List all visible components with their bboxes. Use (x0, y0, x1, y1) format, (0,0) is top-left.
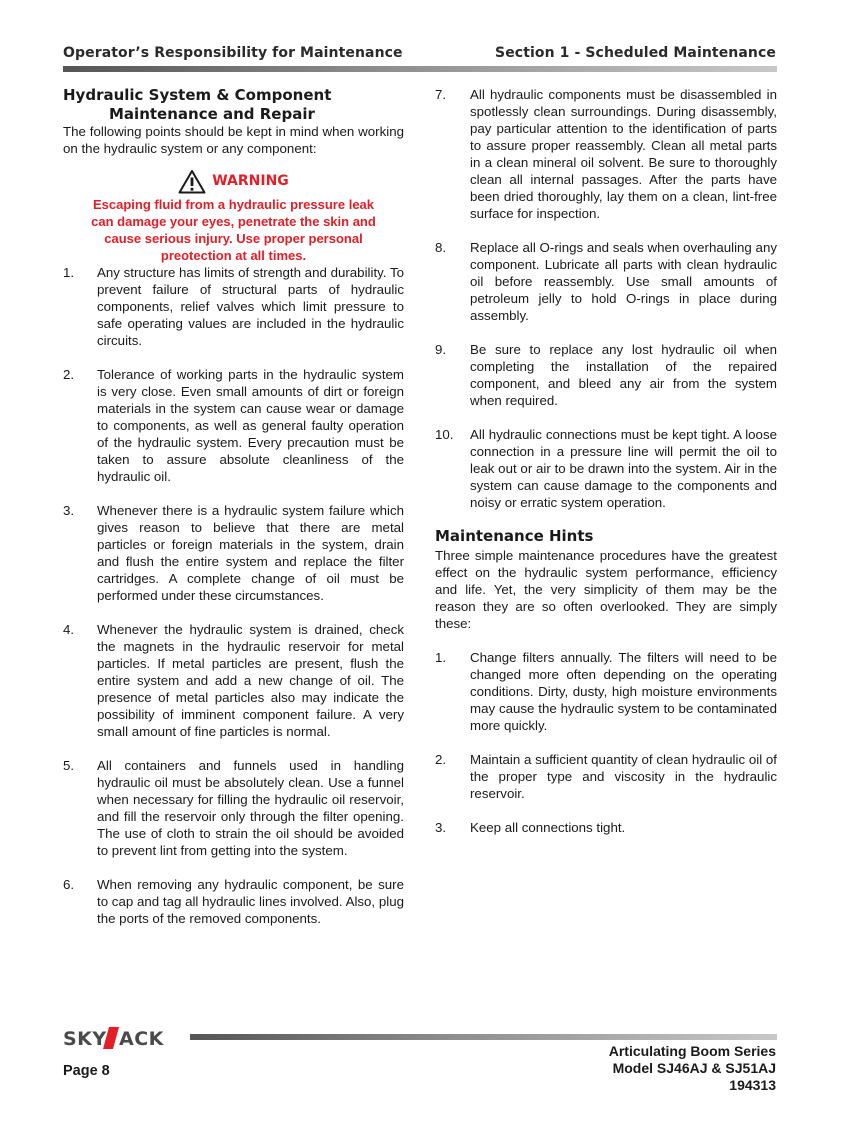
page-number: Page 8 (63, 1063, 110, 1079)
list-item (435, 751, 777, 802)
warning-label: WARNING (212, 172, 289, 189)
warning-triangle-icon (178, 169, 206, 194)
item-number: 4. (63, 622, 75, 637)
item-text: Any structure has limits of strength and durability. To prevent failure of structural parts of hydraulic components, relief valves which limit pressure to safe operating values are included in the hydraulic circuits. (97, 265, 404, 348)
item-number: 8. (435, 240, 447, 255)
list-item (63, 366, 404, 485)
item-text: Whenever the hydraulic system is drained, check the magnets in the hydraulic reservoir for metal particles. If metal particles are present, flush the entire system and add a new change of oil. The presence of metal particles also may indicate the possibility of imminent component failure. A very small amount of fine particles is normal. (97, 622, 404, 739)
maintenance-hints-intro: Three simple maintenance procedures have the greatest effect on the hydraulic system performance, efficiency and life. Yet, the very simplicity of them may be the reason they are so often overlooked. They are simply these: (435, 547, 777, 631)
item-number: 1. (63, 265, 75, 280)
list-item (63, 876, 404, 927)
item-number: 2. (435, 751, 447, 767)
hydraulic-title-line2: Maintenance and Repair (109, 104, 315, 123)
item-text: Tolerance of working parts in the hydraulic system is very close. Even small amounts of dirt or foreign materials in the system can cause wear or damage to components, as well as general faulty operation of the hydraulic system. Every precaution must be taken to assure absolute cleanliness of the hydraulic oil. (97, 367, 404, 484)
item-number: 2. (63, 367, 75, 382)
item-text: Keep all connections tight. (470, 819, 626, 835)
header-section-number: Section 1 - Scheduled Maintenance (495, 45, 776, 61)
item-number: 1. (435, 649, 447, 665)
list-item (435, 341, 777, 409)
list-item (435, 86, 777, 222)
list-item (435, 426, 777, 511)
skyjack-logo (63, 1025, 187, 1056)
list-item (435, 649, 777, 734)
footer-series: Articulating Boom Series (608, 1043, 776, 1059)
warning-block (63, 166, 404, 264)
footer-model: Model SJ46AJ & SJ51AJ (612, 1060, 776, 1076)
warning-message: Escaping fluid from a hydraulic pressure leak can damage your eyes, penetrate the skin and cause serious injury. Use proper personal preotection at all times. (91, 197, 376, 263)
item-number: 5. (63, 758, 75, 773)
maintenance-hints-title: Maintenance Hints (435, 527, 594, 545)
list-item (63, 621, 404, 740)
right-column (435, 86, 777, 853)
hydraulic-title-line1: Hydraulic System & Component (63, 86, 332, 104)
item-number: 6. (63, 877, 75, 892)
list-item (63, 757, 404, 859)
warning-title (63, 166, 404, 196)
footer-doc-number: 194313 (729, 1077, 776, 1093)
item-text: Change filters annually. The filters will need to be changed more often depending on the operating conditions. Dirty, dusty, high moisture environments may cause the hydraulic system to be contaminated more quickly. (470, 649, 777, 733)
item-text: Replace all O-rings and seals when overhauling any component. Lubricate all parts with clean hydraulic oil before reassembly. Use small amounts of petroleum jelly to hold O-rings in place during assembly. (470, 240, 777, 323)
item-number: 3. (435, 819, 447, 835)
hydraulic-points-list (63, 264, 404, 927)
item-number: 9. (435, 342, 447, 357)
item-text: All containers and funnels used in handling hydraulic oil must be absolutely clean. Use a funnel when necessary for filling the hydraulic oil reservoir, and fill the reservoir only through the filter opening. The use of cloth to strain the oil should be avoided to prevent lint from getting into the system. (97, 758, 404, 858)
list-item (435, 239, 777, 324)
svg-text:ACK: ACK (119, 1028, 164, 1050)
footer-product-info (609, 1043, 776, 1094)
svg-text:SKY: SKY (63, 1028, 107, 1050)
item-text: Whenever there is a hydraulic system failure which gives reason to believe that there are metal particles or foreign materials in the system, drain and flush the entire system and replace the filter cartridges. A complete change of oil must be performed under these circumstances. (97, 503, 404, 603)
header-section-title: Operator’s Responsibility for Maintenance (63, 45, 403, 61)
item-text: All hydraulic connections must be kept tight. A loose connection in a pressure line will permit the oil to leak out or air to be drawn into the system. Air in the system can cause damage to the components and noisy or erratic system operation. (470, 427, 777, 510)
item-text: Maintain a sufficient quantity of clean hydraulic oil of the proper type and viscosity in the hydraulic reservoir. (470, 751, 777, 801)
hydraulic-section-title (63, 86, 404, 123)
list-item (63, 264, 404, 349)
maintenance-hints-list (435, 649, 777, 836)
item-number: 7. (435, 87, 447, 102)
list-item (63, 502, 404, 604)
item-number: 10. (435, 427, 454, 442)
hydraulic-points-list-continued (435, 86, 777, 511)
left-column (63, 86, 404, 944)
skyjack-logo-mark (63, 1025, 187, 1051)
header-divider (63, 66, 777, 72)
item-text: All hydraulic components must be disassembled in spotlessly clean surroundings. During disassembly, pay particular attention to the identification of parts to assure proper reassembly. Clean all metal parts in a clean mineral oil solvent. Be sure to thoroughly clean all internal passages. After the parts have been dried thoroughly, lay them on a clean, lint-free surface for inspection. (470, 87, 777, 221)
list-item (435, 819, 777, 836)
hydraulic-intro: The following points should be kept in mind when working on the hydraulic system or any component: (63, 124, 404, 156)
footer-divider (190, 1034, 777, 1040)
item-text: When removing any hydraulic component, be sure to cap and tag all hydraulic lines involved. Also, plug the ports of the removed components. (97, 877, 404, 926)
item-text: Be sure to replace any lost hydraulic oil when completing the installation of the repaired component, and bleed any air from the system when required. (470, 342, 777, 408)
item-number: 3. (63, 503, 75, 518)
